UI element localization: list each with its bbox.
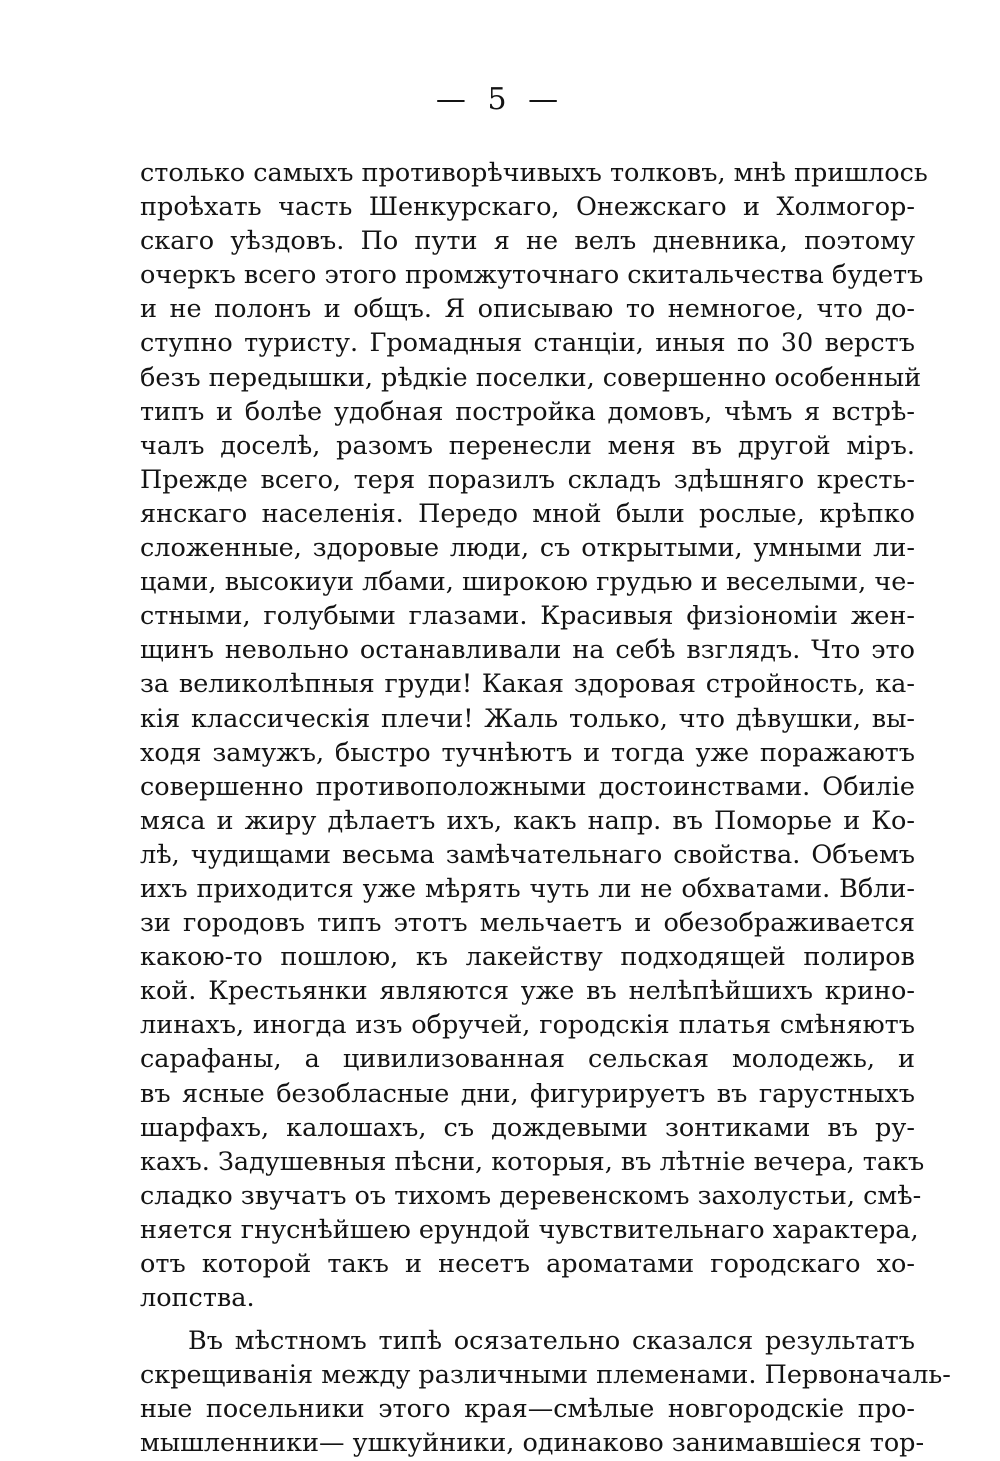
text-line: цами, высокиуи лбами, широкою грудью и веселыми, че- bbox=[140, 567, 915, 598]
text-line: ступно туристу. Громадныя станціи, иныя по 30 верстъ bbox=[140, 328, 915, 359]
text-line: отъ которой такъ и несетъ ароматами городскаго хо- bbox=[140, 1249, 915, 1279]
text-line: безъ передышки, рѣдкіе поселки, совершенно особенный bbox=[140, 362, 922, 393]
text-line: въ ясные безобласные дни, фигурируетъ въ гарустныхъ bbox=[140, 1078, 915, 1109]
text-line: совершенно противоположными достоинствами. Обиліе bbox=[140, 771, 915, 802]
text-line: шарфахъ, калошахъ, съ дождевыми зонтиками въ ру- bbox=[140, 1112, 915, 1143]
text-line: мяса и жиру дѣлаетъ ихъ, какъ напр. въ Поморье и Ко- bbox=[140, 805, 915, 836]
text-line: стными, голубыми глазами. Красивыя физіономіи жен- bbox=[140, 601, 915, 632]
text-line: и не полонъ и общъ. Я описываю то немногое, что до- bbox=[140, 294, 915, 325]
paragraph-2 bbox=[140, 1324, 951, 1460]
text-line: кія классическія плечи! Жаль только, что дѣвушки, вы- bbox=[140, 703, 915, 734]
text-line: за великолѣпныя груди! Какая здоровая стройность, ка- bbox=[140, 669, 915, 700]
text-line: скрещиванія между различными племенами. Первоначаль- bbox=[140, 1360, 951, 1391]
text-line: линахъ, иногда изъ обручей, городскія платья смѣняютъ bbox=[140, 1010, 915, 1041]
text-line: янскаго населенія. Передо мной были рослые, крѣпко bbox=[140, 498, 915, 529]
text-line: кахъ. Задушевныя пѣсни, которыя, въ лѣтніе вечера, такъ bbox=[140, 1146, 925, 1177]
text-line: проѣхать часть Шенкурскаго, Онежскаго и Холмогор- bbox=[140, 192, 915, 223]
text-line: няется гнуснѣйшею ерундой чувствительнаго характера, bbox=[140, 1214, 919, 1245]
text-line: столько самыхъ противорѣчивыхъ толковъ, мнѣ пришлось bbox=[140, 158, 928, 188]
text-line: ные посельники этого края—смѣлые новгородскіе про- bbox=[140, 1394, 915, 1425]
text-line: очеркъ всего этого промжуточнаго скитальчества будетъ bbox=[140, 260, 924, 291]
text-line: какою-то пошлою, къ лакейству подходящей полиров bbox=[140, 942, 915, 973]
text-line: ходя замужъ, быстро тучнѣютъ и тогда уже поражаютъ bbox=[140, 737, 915, 768]
text-line: Въ мѣстномъ типѣ осязательно сказался результатъ bbox=[188, 1326, 915, 1357]
text-line: щинъ невольно останавливали на себѣ взглядъ. Что это bbox=[140, 635, 915, 666]
text-line: лопства. bbox=[140, 1283, 255, 1314]
text-line: Прежде всего, теря поразилъ складъ здѣшняго кресть- bbox=[140, 464, 915, 495]
text-line: сложенные, здоровые люди, съ открытыми, умными ли- bbox=[140, 533, 915, 564]
body-text bbox=[140, 156, 951, 1461]
text-line: кой. Крестьянки являются уже въ нелѣпѣйшихъ крино- bbox=[140, 976, 915, 1007]
text-line: скаго уѣздовъ. По пути я не велъ дневника, поэтому bbox=[140, 226, 915, 257]
text-line: лѣ, чудищами весьма замѣчательнаго свойства. Объемъ bbox=[140, 839, 915, 870]
text-line: сарафаны, а цивилизованная сельская молодежь, и bbox=[140, 1044, 915, 1075]
text-line: мышленники— ушкуйники, одинаково занимавшіеся тор- bbox=[140, 1428, 925, 1459]
text-line: ихъ приходится уже мѣрять чуть ли не обхватами. Вбли- bbox=[140, 873, 915, 904]
text-line: сладко звучатъ оъ тихомъ деревенскомъ захолустьи, смѣ- bbox=[140, 1180, 922, 1211]
text-line: чалъ доселѣ, разомъ перенесли меня въ другой міръ. bbox=[140, 430, 915, 461]
text-line: зи городовъ типъ этотъ мельчаетъ и обезображивается bbox=[140, 908, 915, 939]
paragraph-1 bbox=[140, 156, 928, 1315]
page-number: — 5 — bbox=[435, 82, 565, 117]
paragraph-gap bbox=[140, 1315, 915, 1324]
text-line: типъ и болѣе удобная постройка домовъ, чѣмъ я встрѣ- bbox=[140, 396, 915, 427]
